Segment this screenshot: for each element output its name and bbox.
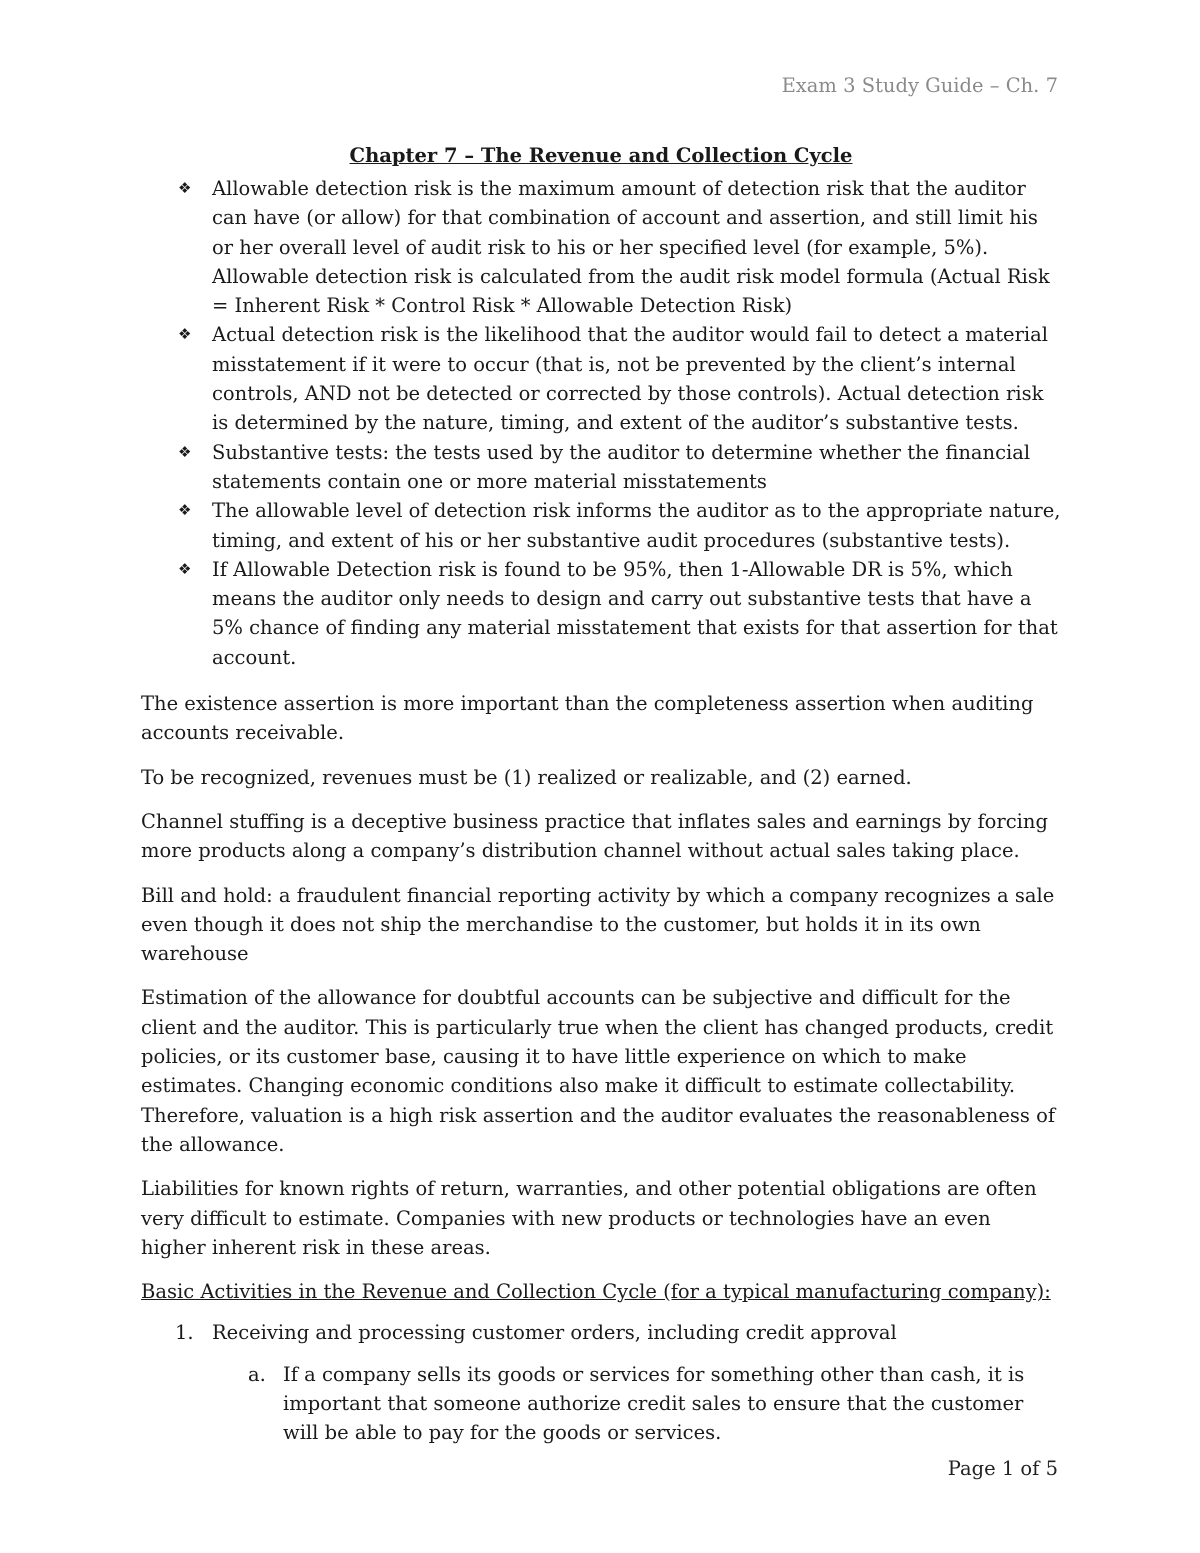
bullet-text: Allowable detection risk is the maximum amount of detection risk that the auditor can have (or allow) for that combination of account and assertion, and still limit his or her overall level of audit risk to his or her specified level (for example, 5%). Allowable detection risk is calculated from the audit risk model formula (Actual Risk = Inherent Risk * Control Risk * Allowable Detection Risk) xyxy=(212,177,1050,318)
paragraph-liabilities: Liabilities for known rights of return, warranties, and other potential obligations are often very difficult to estimate. Companies with new products or technologies have an even higher inherent risk in these areas. xyxy=(141,1177,1037,1259)
list-letter: a. xyxy=(248,1362,266,1386)
paragraph-revenue-recognition: To be recognized, revenues must be (1) realized or realizable, and (2) earned. xyxy=(141,765,912,789)
numbered-list xyxy=(141,1318,1061,1447)
bullet-text: The allowable level of detection risk informs the auditor as to the appropriate nature, timing, and extent of his or her substantive audit procedures (substantive tests). xyxy=(212,499,1061,552)
lettered-item-text: If a company sells its goods or services for something other than cash, it is important that someone authorize credit sales to ensure that the customer will be able to pay for the goods or services. xyxy=(283,1362,1025,1445)
paragraph-bill-and-hold: Bill and hold: a fraudulent financial reporting activity by which a company recognizes a sale even though it does not ship the merchandise to the customer, but holds it in its own warehouse xyxy=(141,883,1055,966)
diamond-bullet-icon: ❖ xyxy=(178,442,192,461)
paragraph-existence-assertion: The existence assertion is more important than the completeness assertion when auditing accounts receivable. xyxy=(141,692,1034,745)
diamond-bullet-icon: ❖ xyxy=(178,559,192,578)
numbered-item-text: Receiving and processing customer orders, including credit approval xyxy=(212,1321,897,1345)
bullet-text: If Allowable Detection risk is found to be 95%, then 1-Allowable DR is 5%, which means the auditor only needs to design and carry out substantive tests that have a 5% chance of finding any material misstatement that exists for that assertion for that account. xyxy=(212,557,1058,669)
section-heading: Basic Activities in the Revenue and Collection Cycle (for a typical manufacturing company): xyxy=(141,1280,1051,1304)
bullet-item xyxy=(141,320,1061,437)
bullet-text: Actual detection risk is the likelihood that the auditor would fail to detect a material misstatement if it were to occur (that is, not be prevented by the client’s internal controls, AND not be detected or corrected by those controls). Actual detection risk is determined by the nature, timing, and extent of the auditor’s substantive tests. xyxy=(212,323,1049,435)
paragraph-doubtful-accounts: Estimation of the allowance for doubtful accounts can be subjective and difficult for the client and the auditor. This is particularly true when the client has changed products, credit policies, or its customer base, causing it to have little experience on which to make estimates. Changing economic conditions also make it difficult to estimate collectability. Therefore, valuation is a high risk assertion and the auditor evaluates the reasonableness of the allowance. xyxy=(141,986,1056,1156)
bullet-list xyxy=(141,174,1061,672)
bullet-item xyxy=(141,438,1061,497)
bullet-item xyxy=(141,496,1061,555)
lettered-list xyxy=(212,1360,1061,1448)
diamond-bullet-icon: ❖ xyxy=(178,179,192,197)
bullet-item xyxy=(141,174,1061,320)
bullet-text: Substantive tests: the tests used by the auditor to determine whether the financial statements contain one or more material misstatements xyxy=(212,440,1031,493)
diamond-bullet-icon: ❖ xyxy=(178,325,192,344)
page-content xyxy=(141,141,1061,1448)
list-number: 1. xyxy=(175,1321,194,1345)
page-footer: Page 1 of 5 xyxy=(947,1457,1058,1480)
numbered-item xyxy=(141,1318,1061,1447)
paragraph-channel-stuffing: Channel stuffing is a deceptive business practice that inflates sales and earnings by forcing more products along a company’s distribution channel without actual sales taking place. xyxy=(141,809,1048,863)
diamond-bullet-icon: ❖ xyxy=(178,501,192,520)
lettered-item xyxy=(212,1360,1061,1448)
page-title: Chapter 7 – The Revenue and Collection Cycle xyxy=(349,144,853,167)
page-header: Exam 3 Study Guide – Ch. 7 xyxy=(781,74,1058,97)
bullet-item xyxy=(141,555,1061,672)
